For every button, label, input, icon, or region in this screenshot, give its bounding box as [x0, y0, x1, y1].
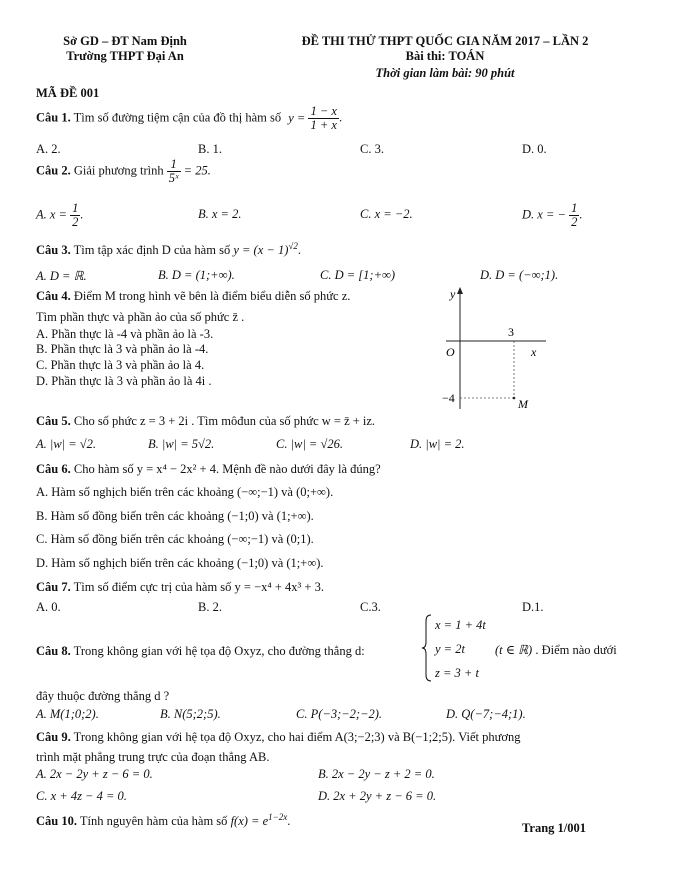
q2-option-d: D. x = − $\frac{1}{2}$ .	[522, 201, 583, 230]
q2-option-c: C. x = −2.	[360, 207, 413, 221]
q9-option-d: D. 2x + 2y + z − 6 = 0.	[318, 789, 437, 803]
y-axis-label: y	[450, 287, 456, 301]
q3-option-b: B. D = (1;+∞).	[158, 268, 235, 282]
q8-option-a: A. M(1;0;2).	[36, 707, 99, 721]
question-2: Câu 2. Giải phương trình $\frac{1}{\text{5ˣ}}$ = 25.	[36, 157, 211, 186]
q5-option-a: A. |w| = √2.	[36, 437, 97, 451]
q8-param-and-tail: (t ∈ ℝ) . Điểm nào dưới	[495, 643, 617, 657]
q8-system-brace	[421, 613, 433, 683]
y-tick-label: −4	[442, 391, 455, 405]
department-name: Sở GD – ĐT Nam Định	[63, 34, 187, 48]
q6-option-a: A. Hàm số nghịch biến trên các khoảng (−∞;−1) và (0;+∞).	[36, 485, 334, 499]
q7-option-b: B. 2.	[198, 600, 222, 614]
q8-eq-z: z = 3 + t	[435, 666, 479, 680]
point-m-label: M	[518, 397, 528, 411]
q8-option-b: B. N(5;2;5).	[160, 707, 221, 721]
q8-eq-x: x = 1 + 4t	[435, 618, 486, 632]
q9-option-b: B. 2x − 2y − z + 2 = 0.	[318, 767, 435, 781]
q5-option-b: B. |w| = 5√2.	[148, 437, 215, 451]
q4-subtext: Tìm phần thực và phần ảo của số phức z̄ .	[36, 310, 245, 324]
q1-option-a: A. 2.	[36, 142, 61, 156]
q5-option-d: D. |w| = 2.	[410, 437, 465, 451]
origin-label: O	[446, 345, 455, 359]
question-5: Câu 5. Cho số phức z = 3 + 2i . Tìm môđun của số phức w = z̄ + iz.	[36, 414, 376, 428]
q4-option-d: D. Phần thực là 3 và phần ảo là 4i .	[36, 374, 212, 388]
q7-option-a: A. 0.	[36, 600, 61, 614]
q9-continuation: trình mặt phẳng trung trực của đoạn thẳng AB.	[36, 750, 270, 764]
q8-eq-y: y = 2t	[435, 642, 465, 656]
q1-option-b: B. 1.	[198, 142, 222, 156]
q1-option-c: C. 3.	[360, 142, 384, 156]
q6-option-c: C. Hàm số đồng biến trên các khoảng (−∞;−1) và (0;1).	[36, 532, 314, 546]
point-m	[513, 397, 516, 400]
complex-plane-diagram	[440, 284, 550, 414]
q3-option-a: A. D = ℝ.	[36, 269, 87, 283]
q3-option-d: D. D = (−∞;1).	[480, 268, 559, 282]
question-9: Câu 9. Trong không gian với hệ tọa độ Oxyz, cho hai điểm A(3;−2;3) và B(−1;2;5). Viết phương	[36, 730, 521, 744]
q9-option-a: A. 2x − 2y + z − 6 = 0.	[36, 767, 153, 781]
exam-code: MÃ ĐỀ 001	[36, 86, 100, 100]
q6-option-d: D. Hàm số nghịch biến trên các khoảng (−1;0) và (1;+∞).	[36, 556, 324, 570]
q4-option-c: C. Phần thực là 3 và phần ảo là 4.	[36, 358, 205, 372]
question-1: Câu 1. Tìm số đường tiệm cận của đồ thị hàm số y = $\frac{1 - x}{1 + x}$ .	[36, 104, 343, 133]
question-4: Câu 4. Điểm M trong hình vẽ bên là điểm biểu diễn số phức z.	[36, 289, 351, 303]
q6-option-b: B. Hàm số đồng biến trên các khoảng (−1;0) và (1;+∞).	[36, 509, 314, 523]
x-tick-label: 3	[508, 325, 514, 339]
q2-option-a: A. x = $\frac{1}{2}$ .	[36, 201, 84, 230]
q7-option-c: C.3.	[360, 600, 381, 614]
x-axis-label: x	[531, 345, 537, 359]
exam-duration: Thời gian làm bài: 90 phút	[375, 66, 515, 80]
q8-option-d: D. Q(−7;−4;1).	[446, 707, 526, 721]
page-number: Trang 1/001	[522, 821, 587, 835]
q8-option-c: C. P(−3;−2;−2).	[296, 707, 383, 721]
q8-continuation: đây thuộc đường thẳng d ?	[36, 689, 170, 703]
q5-option-c: C. |w| = √26.	[276, 437, 343, 451]
exam-title: ĐỀ THI THỬ THPT QUỐC GIA NĂM 2017 – LẦN 2	[301, 34, 589, 48]
question-6: Câu 6. Cho hàm số y = x⁴ − 2x² + 4. Mệnh đề nào dưới đây là đúng?	[36, 462, 381, 476]
question-10: Câu 10. Tính nguyên hàm của hàm số $f(x) = e^{1-2x}$.	[36, 812, 291, 829]
y-axis-arrow	[457, 287, 463, 294]
question-3: Câu 3. Tìm tập xác định D của hàm số $y = (x - 1)^{√2}$.	[36, 241, 301, 258]
question-7: Câu 7. Tìm số điểm cực trị của hàm số y = −x⁴ + 4x³ + 3.	[36, 580, 324, 594]
exam-subject: Bài thi: TOÁN	[405, 49, 485, 63]
q4-option-a: A. Phần thực là -4 và phần ảo là -3.	[36, 327, 214, 341]
q4-option-b: B. Phần thực là 3 và phần ảo là -4.	[36, 342, 209, 356]
question-8: Câu 8. Trong không gian với hệ tọa độ Oxyz, cho đường thẳng d:	[36, 644, 365, 658]
q1-option-d: D. 0.	[522, 142, 547, 156]
q9-option-c: C. x + 4z − 4 = 0.	[36, 789, 127, 803]
q3-option-c: C. D = [1;+∞)	[320, 268, 396, 282]
school-name: Trường THPT Đại An	[66, 49, 184, 63]
q7-option-d: D.1.	[522, 600, 544, 614]
q2-option-b: B. x = 2.	[198, 207, 242, 221]
